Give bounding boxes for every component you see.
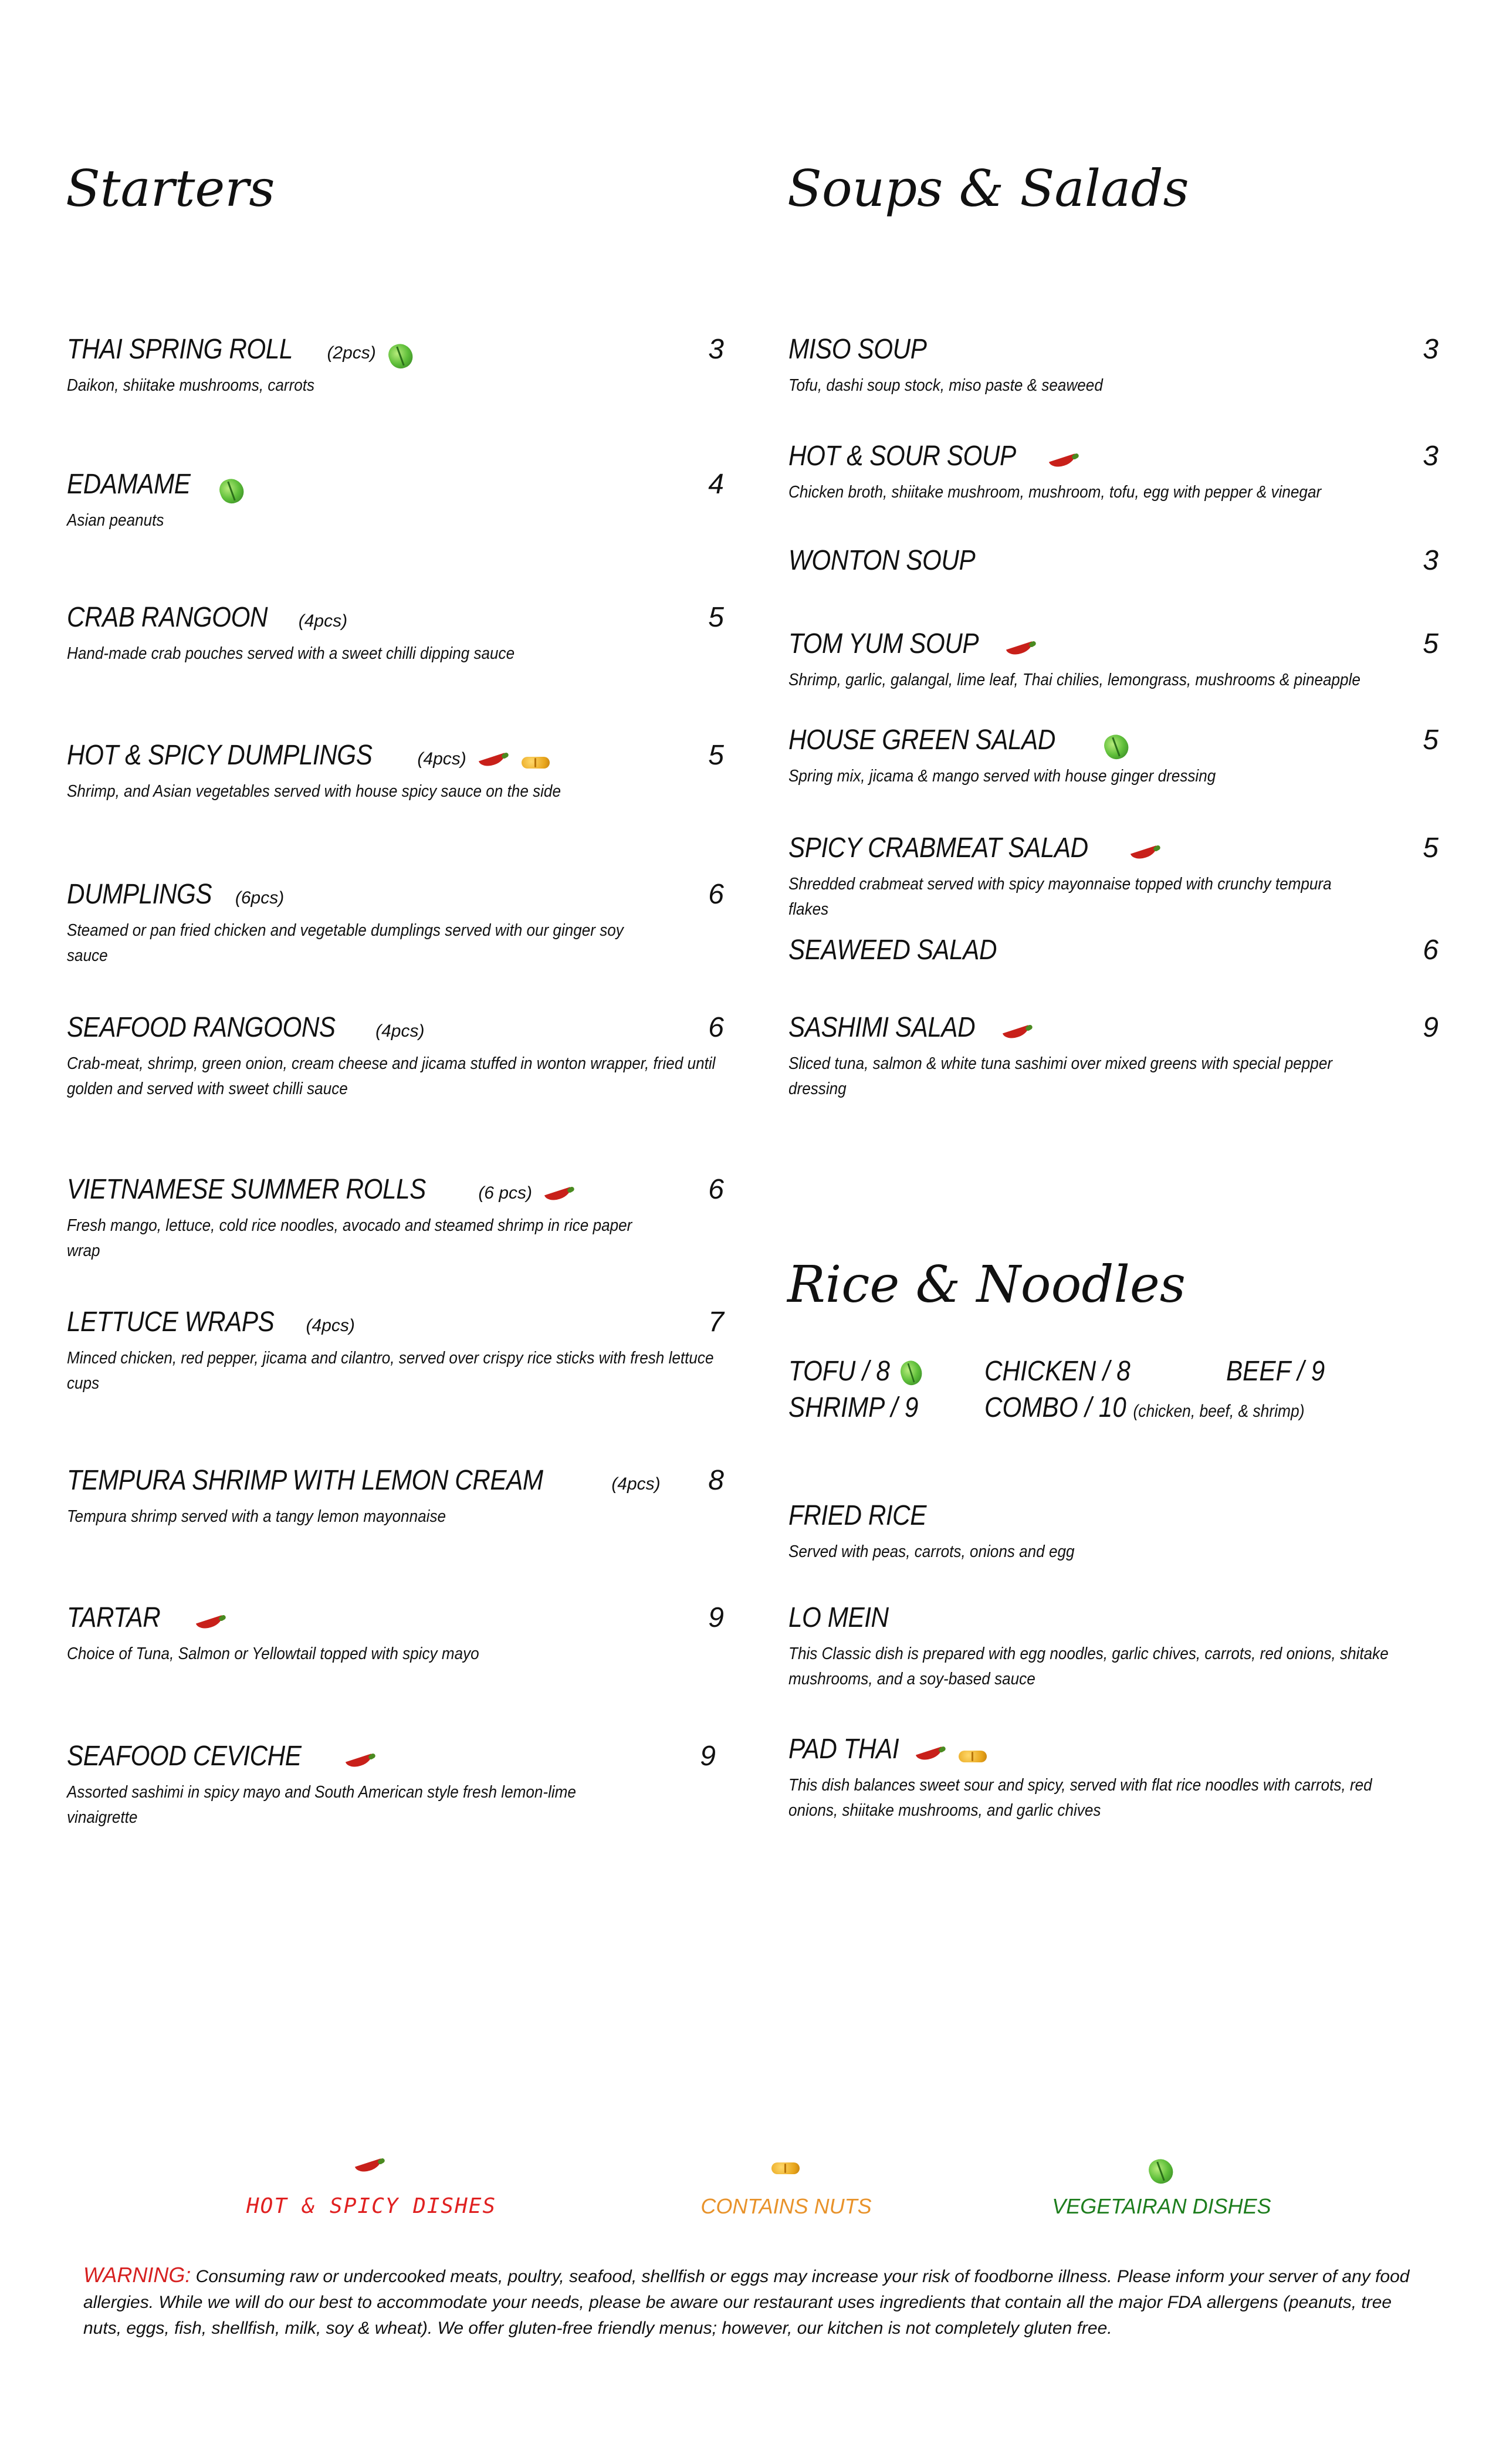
vegetarian-icon <box>387 341 416 371</box>
menu-item-house-green-salad <box>788 724 1439 789</box>
item-description: Hand-made crab pouches served with a sweet chilli dipping sauce <box>67 644 515 663</box>
menu-item-vietnamese-summer-rolls <box>67 1173 724 1264</box>
legend-nuts-label: CONTAINS NUTS <box>700 2194 872 2218</box>
legend-contains-nuts <box>663 2159 909 2219</box>
item-qty: (4pcs) <box>611 1474 661 1494</box>
item-name: SEAFOOD CEVICHE <box>67 1741 302 1772</box>
item-price: 5 <box>708 740 724 771</box>
starters-title: Starters <box>66 160 275 218</box>
peanut-icon <box>520 753 552 771</box>
chili-pepper-icon <box>194 1616 227 1633</box>
chili-pepper-icon <box>1129 846 1162 864</box>
item-price: 6 <box>708 879 724 910</box>
menu-item-edamame <box>67 468 724 533</box>
protein-combo-note: (chicken, beef, & shrimp) <box>1133 1402 1305 1421</box>
chili-pepper-icon <box>1001 1025 1034 1043</box>
legend-hot-label: HOT & SPICY DISHES <box>246 2194 497 2218</box>
item-qty: (4pcs) <box>417 749 466 769</box>
item-description: Shrimp, garlic, galangal, lime leaf, Thai chilies, lemongrass, mushrooms & pineapple <box>788 671 1360 689</box>
menu-item-tartar <box>67 1602 724 1667</box>
menu-item-hot-sour-soup <box>788 440 1439 505</box>
item-name: HOT & SOUR SOUP <box>788 441 1016 472</box>
vegetarian-icon <box>899 1358 925 1387</box>
item-price: 8 <box>708 1465 724 1496</box>
protein-combo <box>984 1392 1304 1424</box>
item-description: Chicken broth, shiitake mushroom, mushroom, tofu, egg with pepper & vinegar <box>788 483 1322 502</box>
protein-tofu <box>788 1355 925 1387</box>
item-name: MISO SOUP <box>788 334 927 365</box>
protein-chicken: CHICKEN / 8 <box>984 1356 1131 1387</box>
item-name: LO MEIN <box>788 1602 889 1633</box>
menu-item-spicy-crabmeat-salad <box>788 832 1439 922</box>
vegetarian-icon <box>1147 2157 1176 2186</box>
item-price: 3 <box>1423 441 1439 472</box>
item-qty: (6 pcs) <box>478 1183 532 1203</box>
item-qty: (4pcs) <box>375 1021 425 1041</box>
item-description: Daikon, shiitake mushrooms, carrots <box>67 376 315 395</box>
item-price: 9 <box>700 1741 716 1772</box>
chili-pepper-icon <box>543 1187 576 1205</box>
protein-tofu-label: TOFU / 8 <box>788 1356 890 1387</box>
item-name: TOM YUM SOUP <box>788 628 979 659</box>
item-description: This Classic dish is prepared with egg noodles, garlic chives, carrots, red onions, shitake mushrooms, and a soy-based sauce <box>788 1644 1389 1688</box>
item-qty: (6pcs) <box>235 888 285 908</box>
menu-item-lettuce-wraps <box>67 1306 724 1396</box>
item-description: Tofu, dashi soup stock, miso paste & seaweed <box>788 376 1103 395</box>
item-description: Shredded crabmeat served with spicy mayonnaise topped with crunchy tempura flakes <box>788 875 1332 919</box>
peanut-icon <box>770 2159 802 2177</box>
item-description: This dish balances sweet sour and spicy, served with flat rice noodles with carrots, red onions, shiitake mushrooms, and garlic chives <box>788 1776 1372 1820</box>
item-qty: (2pcs) <box>327 343 376 363</box>
vegetarian-icon <box>218 476 247 506</box>
item-price: 5 <box>1423 725 1439 756</box>
menu-item-seafood-rangoons <box>67 1011 724 1102</box>
item-name: CRAB RANGOON <box>67 602 268 633</box>
item-name: PAD THAI <box>788 1734 899 1765</box>
legend-hot-spicy <box>246 2159 497 2218</box>
allergy-warning <box>83 2262 1421 2341</box>
rice-noodles-title: Rice & Noodles <box>787 1255 1186 1314</box>
item-name: TEMPURA SHRIMP WITH LEMON CREAM <box>67 1465 543 1496</box>
item-name: VIETNAMESE SUMMER ROLLS <box>67 1174 426 1205</box>
protein-beef: BEEF / 9 <box>1226 1356 1325 1387</box>
menu-item-fried-rice <box>788 1500 1439 1565</box>
item-qty: (4pcs) <box>298 611 348 631</box>
item-description: Spring mix, jicama & mango served with house ginger dressing <box>788 767 1216 786</box>
legend-veg-label: VEGETAIRAN DISHES <box>1052 2194 1271 2218</box>
item-description: Asian peanuts <box>67 511 164 530</box>
item-name: WONTON SOUP <box>788 545 976 576</box>
item-description: Shrimp, and Asian vegetables served with house spicy sauce on the side <box>67 782 561 801</box>
chili-pepper-icon <box>1004 642 1037 659</box>
item-description: Steamed or pan fried chicken and vegetable dumplings served with our ginger soy sauce <box>67 921 624 965</box>
menu-item-tom-yum-soup <box>788 628 1439 693</box>
item-name: TARTAR <box>67 1602 161 1633</box>
menu-item-lo-mein <box>788 1602 1439 1692</box>
vegetarian-icon <box>1102 732 1132 761</box>
item-price: 5 <box>1423 832 1439 864</box>
item-price: 5 <box>708 602 724 633</box>
item-name: THAI SPRING ROLL <box>67 334 293 365</box>
item-description: Fresh mango, lettuce, cold rice noodles, avocado and steamed shrimp in rice paper wrap <box>67 1216 632 1260</box>
menu-item-thai-spring-roll <box>67 333 724 398</box>
item-name: SPICY CRABMEAT SALAD <box>788 832 1088 864</box>
item-description: Minced chicken, red pepper, jicama and cilantro, served over crispy rice sticks with fresh lettuce cups <box>67 1349 714 1393</box>
item-price: 6 <box>1423 935 1439 966</box>
menu-item-crab-rangoon <box>67 601 724 666</box>
item-description: Sliced tuna, salmon & white tuna sashimi over mixed greens with special pepper dressing <box>788 1054 1333 1098</box>
item-name: LETTUCE WRAPS <box>67 1307 275 1338</box>
menu-item-seaweed-salad <box>788 934 1439 972</box>
menu-item-hot-spicy-dumplings <box>67 739 724 804</box>
warning-title: WARNING: <box>83 2263 191 2287</box>
protein-combo-label: COMBO / 10 <box>984 1392 1126 1423</box>
menu-item-sashimi-salad <box>788 1011 1439 1102</box>
item-price: 5 <box>1423 628 1439 659</box>
item-description: Tempura shrimp served with a tangy lemon mayonnaise <box>67 1507 446 1526</box>
chili-pepper-icon <box>914 1747 947 1765</box>
item-description: Served with peas, carrots, onions and egg <box>788 1542 1075 1561</box>
item-description: Crab-meat, shrimp, green onion, cream cheese and jicama stuffed in wonton wrapper, fried until golden and served with sweet chilli sauce <box>67 1054 716 1098</box>
chili-pepper-icon <box>477 753 510 771</box>
peanut-icon <box>957 1747 989 1765</box>
item-name: FRIED RICE <box>788 1500 926 1531</box>
item-qty: (4pcs) <box>306 1316 355 1335</box>
item-description: Choice of Tuna, Salmon or Yellowtail topped with spicy mayo <box>67 1644 479 1663</box>
item-price: 3 <box>708 334 724 365</box>
protein-shrimp: SHRIMP / 9 <box>788 1392 919 1423</box>
chili-pepper-icon <box>353 2159 386 2177</box>
item-price: 6 <box>708 1174 724 1205</box>
item-name: SEAWEED SALAD <box>788 935 997 966</box>
item-name: SEAFOOD RANGOONS <box>67 1012 336 1043</box>
legend-vegetarian <box>1033 2157 1291 2219</box>
item-price: 9 <box>708 1602 724 1633</box>
warning-text: Consuming raw or undercooked meats, poultry, seafood, shellfish or eggs may increase your risk of foodborne illness. Please inform your server of any food allergies. While we will do our best to accommodate your needs, please be aware our restaurant uses ingredients that contain all the major FDA allergens (peanuts, tree nuts, eggs, fish, shellfish, milk, soy & wheat). We offer gluten-free friendly menus; however, our kitchen is not completely gluten free. <box>83 2267 1410 2338</box>
item-price: 4 <box>708 469 724 500</box>
item-name: SASHIMI SALAD <box>788 1012 976 1043</box>
item-description: Assorted sashimi in spicy mayo and South American style fresh lemon-lime vinaigrette <box>67 1783 576 1827</box>
item-price: 9 <box>1423 1012 1439 1043</box>
item-price: 6 <box>708 1012 724 1043</box>
soups-salads-title: Soups & Salads <box>787 160 1189 218</box>
menu-item-seafood-ceviche <box>67 1740 716 1830</box>
item-name: EDAMAME <box>67 469 191 500</box>
item-price: 7 <box>708 1307 724 1338</box>
chili-pepper-icon <box>1047 454 1080 472</box>
chili-pepper-icon <box>344 1754 377 1772</box>
item-price: 3 <box>1423 545 1439 576</box>
item-price: 3 <box>1423 334 1439 365</box>
item-name: DUMPLINGS <box>67 879 212 910</box>
menu-item-pad-thai <box>788 1733 1439 1823</box>
menu-item-miso-soup <box>788 333 1439 398</box>
item-name: HOUSE GREEN SALAD <box>788 725 1055 756</box>
item-name: HOT & SPICY DUMPLINGS <box>67 740 373 771</box>
menu-item-dumplings <box>67 878 724 969</box>
menu-item-wonton-soup <box>788 544 1439 582</box>
menu-item-tempura-shrimp <box>67 1464 724 1529</box>
